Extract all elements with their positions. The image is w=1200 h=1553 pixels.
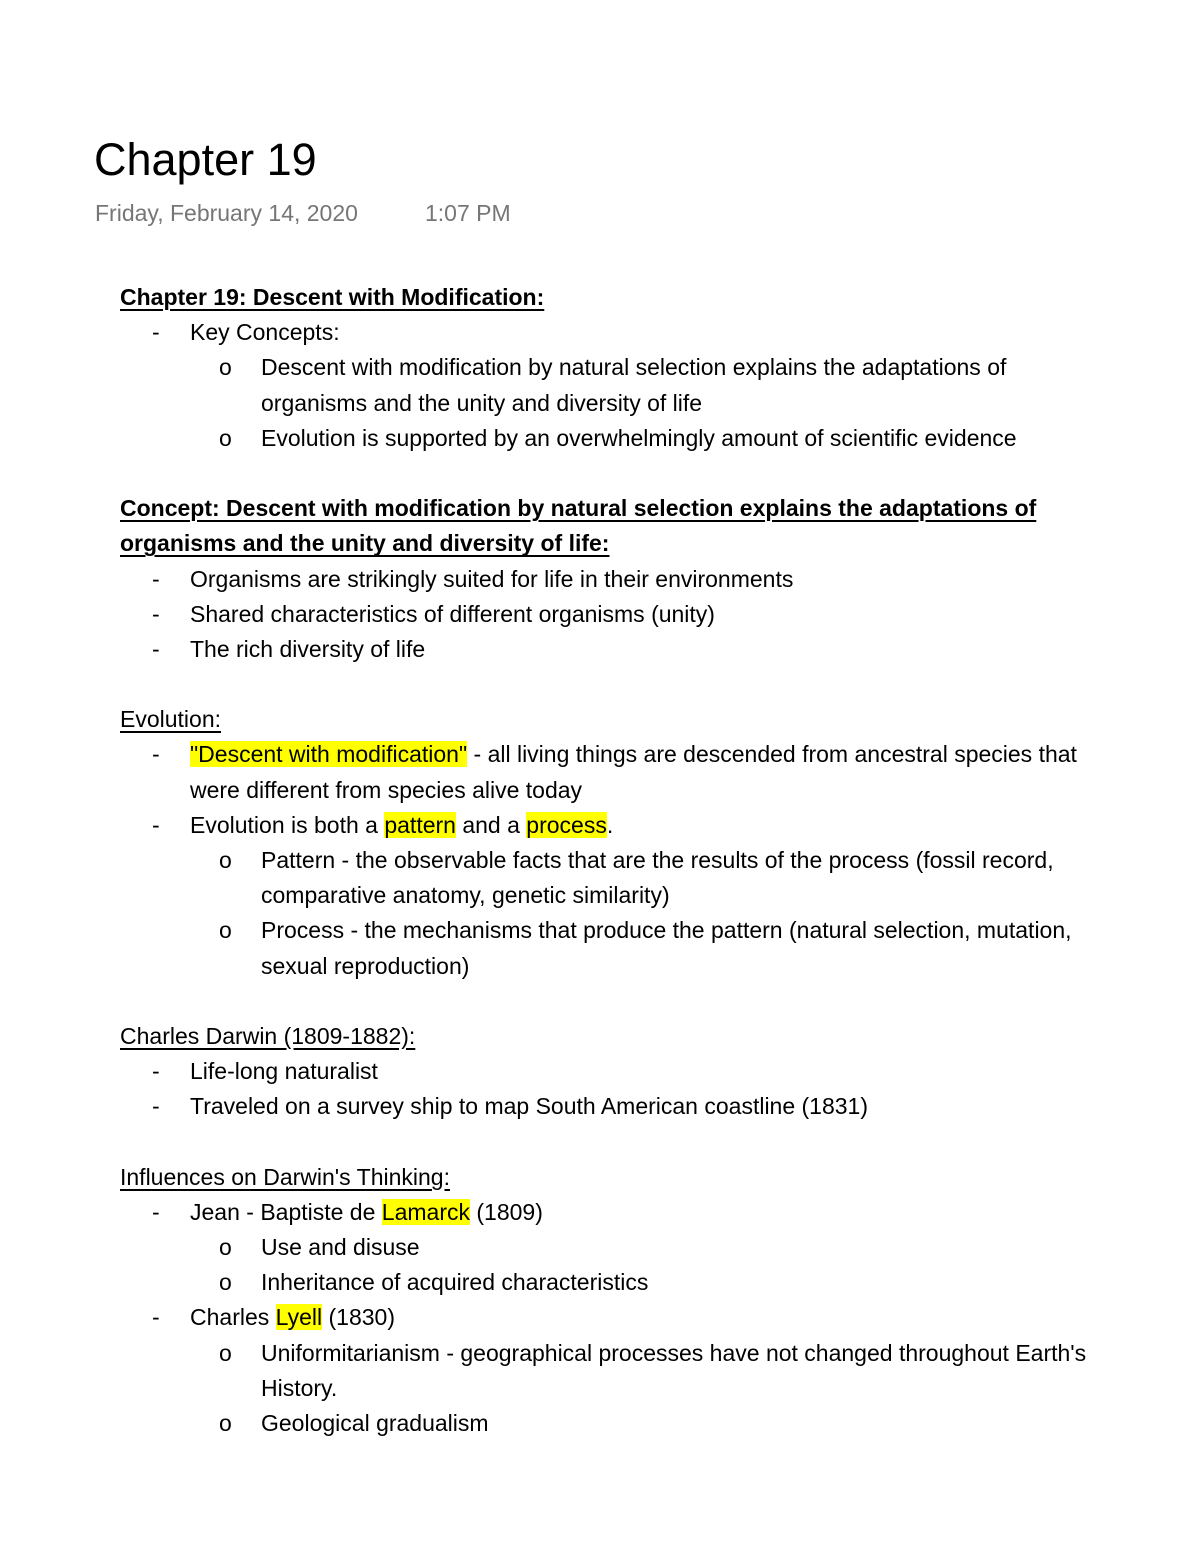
section-heading-text: Influences on Darwin's Thinking: <box>120 1163 450 1190</box>
sub-list-item <box>120 1265 1200 1300</box>
sub-list-item <box>120 421 1200 456</box>
circle-bullet-icon: o <box>219 354 232 381</box>
sub-list-item <box>120 913 1200 948</box>
sub-list-item-text: comparative anatomy, genetic similarity) <box>261 882 670 909</box>
list-item <box>120 597 1200 632</box>
circle-bullet-icon: o <box>219 1339 232 1366</box>
sub-list-item <box>120 1336 1200 1371</box>
list-item-text: . <box>606 811 614 838</box>
list-item <box>120 1195 1200 1230</box>
section-heading <box>120 491 1200 526</box>
dash-bullet-icon: - <box>152 319 160 346</box>
dash-bullet-icon: - <box>152 635 160 662</box>
sub-list-item-text: Evolution is supported by an overwhelmingly amount of scientific evidence <box>261 424 1017 451</box>
dash-bullet-icon: - <box>152 1058 160 1085</box>
note-time: 1:07 PM <box>425 200 511 226</box>
sub-list-item-continuation <box>120 949 1200 984</box>
sub-list-item-text: Uniformitarianism - geographical processes have not changed throughout Earth's <box>261 1339 1087 1366</box>
page-title: Chapter 19 <box>94 134 317 185</box>
note-date: Friday, February 14, 2020 <box>95 200 358 226</box>
list-item-continuation <box>120 773 1200 808</box>
list-item <box>120 1089 1200 1124</box>
sub-list-item-text: Process - the mechanisms that produce the pattern (natural selection, mutation, <box>261 917 1072 944</box>
sub-list-item-text: History. <box>261 1374 338 1401</box>
dash-bullet-icon: - <box>152 600 160 627</box>
section-heading-continuation <box>120 526 1200 561</box>
list-item-text: were different from species alive today <box>190 776 583 803</box>
note-body <box>120 280 1200 1441</box>
section-heading-text: Evolution: <box>120 706 222 733</box>
section-heading <box>120 280 1200 315</box>
list-item-text: Jean - Baptiste de <box>190 1198 382 1225</box>
sub-list-item <box>120 1230 1200 1265</box>
highlighted-term: Lamarck <box>381 1198 470 1225</box>
sub-list-item-text: Geological gradualism <box>261 1410 489 1436</box>
highlighted-term: pattern <box>384 811 456 838</box>
list-item <box>120 1300 1200 1335</box>
sub-list-item-text: sexual reproduction) <box>261 952 470 979</box>
list-item-text: Charles <box>190 1304 276 1331</box>
sub-list-item-continuation <box>120 386 1200 421</box>
highlighted-term: process <box>526 811 607 838</box>
sub-list-item-text: Inheritance of acquired characteristics <box>261 1269 649 1296</box>
circle-bullet-icon: o <box>219 847 232 873</box>
list-item <box>120 808 1200 843</box>
dash-bullet-icon: - <box>152 1198 160 1225</box>
dash-bullet-icon: - <box>152 811 160 838</box>
circle-bullet-icon: o <box>219 917 232 944</box>
sub-list-item-continuation <box>120 878 1200 913</box>
sub-list-item <box>120 1406 1200 1441</box>
highlighted-term: "Descent with modification" <box>190 741 468 768</box>
circle-bullet-icon: o <box>219 1410 232 1436</box>
section-heading <box>120 1160 1200 1195</box>
sub-list-item-text: organisms and the unity and diversity of life <box>261 389 703 416</box>
sub-list-item-continuation <box>120 1371 1200 1406</box>
list-item-text: and a <box>455 811 527 838</box>
section-heading-text: Charles Darwin (1809-1882): <box>120 1022 416 1049</box>
section-heading <box>120 702 1200 737</box>
dash-bullet-icon: - <box>152 1093 160 1120</box>
list-item <box>120 315 1200 350</box>
highlighted-term: Lyell <box>275 1304 323 1331</box>
dash-bullet-icon: - <box>152 741 160 768</box>
list-item-text: Shared characteristics of different organisms (unity) <box>190 600 715 627</box>
dash-bullet-icon: - <box>152 565 160 592</box>
list-item-text: (1830) <box>322 1304 395 1331</box>
list-item <box>120 1054 1200 1089</box>
list-item-text: (1809) <box>470 1198 543 1225</box>
section-heading <box>120 1019 1200 1054</box>
section-heading-text: Concept: Descent with modification by natural selection explains the adaptations of <box>120 495 1037 522</box>
list-item-text: Key Concepts: <box>190 319 340 346</box>
list-item-text: The rich diversity of life <box>190 635 426 662</box>
sub-list-item-text: Pattern - the observable facts that are the results of the process (fossil record, <box>261 847 1054 873</box>
list-item <box>120 737 1200 772</box>
sub-list-item-text: Use and disuse <box>261 1234 420 1261</box>
list-item <box>120 632 1200 667</box>
circle-bullet-icon: o <box>219 424 232 451</box>
circle-bullet-icon: o <box>219 1269 232 1296</box>
sub-list-item-text: Descent with modification by natural selection explains the adaptations of <box>261 354 1007 381</box>
list-item-text: - all living things are descended from ancestral species that <box>467 741 1077 768</box>
section-heading-text: Chapter 19: Descent with Modification: <box>120 284 545 310</box>
sub-list-item <box>120 350 1200 385</box>
list-item-text: Life-long naturalist <box>190 1058 378 1085</box>
sub-list-item <box>120 843 1200 878</box>
list-item-text: Organisms are strikingly suited for life in their environments <box>190 565 794 592</box>
section-heading-text: organisms and the unity and diversity of life: <box>120 530 610 557</box>
list-item-text: Traveled on a survey ship to map South American coastline (1831) <box>190 1093 869 1120</box>
dash-bullet-icon: - <box>152 1304 160 1331</box>
circle-bullet-icon: o <box>219 1234 232 1261</box>
list-item-text: Evolution is both a <box>190 811 385 838</box>
list-item <box>120 562 1200 597</box>
